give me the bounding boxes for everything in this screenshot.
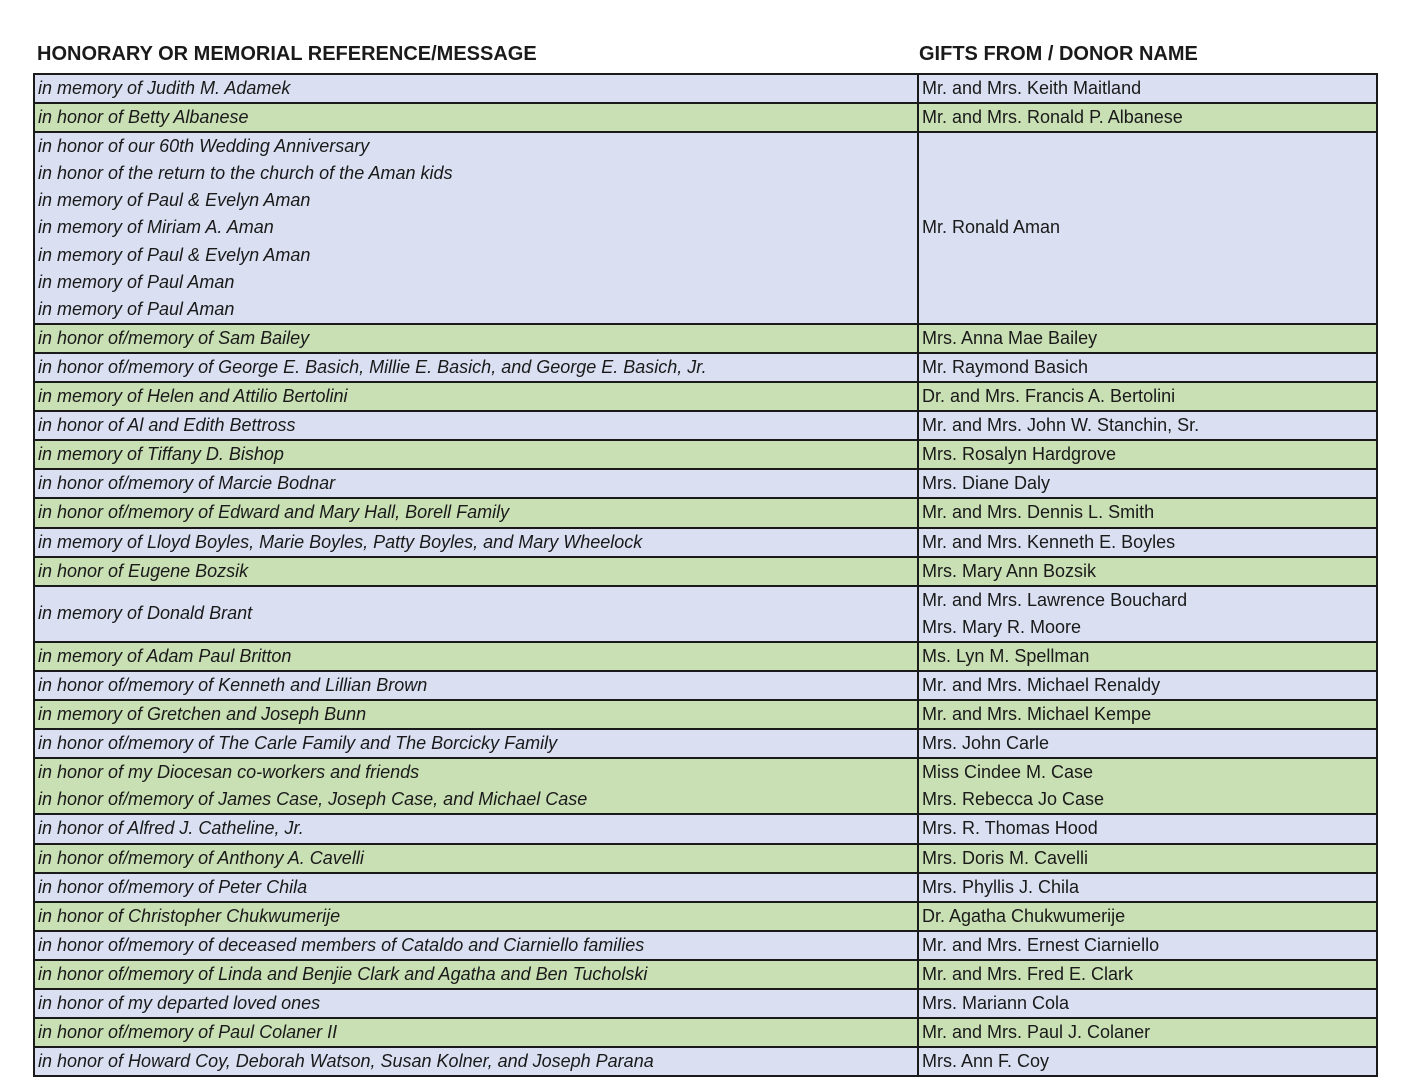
table-row (34, 989, 1377, 1018)
donor-cell (918, 729, 1377, 758)
message-cell (34, 989, 918, 1018)
table-row (34, 382, 1377, 411)
message-cell (34, 931, 918, 960)
message-cell (34, 960, 918, 989)
donor-name: Mr. and Mrs. Kenneth E. Boyles (922, 531, 1176, 552)
donor-cell (918, 814, 1377, 843)
message-text: in memory of Judith M. Adamek (38, 78, 291, 98)
message-text: in memory of Helen and Attilio Bertolini (38, 386, 348, 407)
message-text: in memory of Tiffany D. Bishop (38, 444, 284, 465)
donor-name: Mrs. Diane Daly (922, 473, 1051, 494)
message-text: in honor of/memory of Sam Bailey (38, 327, 310, 348)
message-text: in memory of Paul & Evelyn Aman (38, 190, 311, 211)
table-row (34, 729, 1377, 758)
table-row (34, 557, 1377, 586)
donor-cell (918, 989, 1377, 1018)
donor-name: Mrs. Mary R. Moore (922, 616, 1082, 637)
donor-cell (918, 1047, 1377, 1076)
table-row (34, 931, 1377, 960)
table-row (34, 132, 1377, 324)
donor-name: Mr. and Mrs. John W. Stanchin, Sr. (922, 415, 1200, 436)
message-text: in memory of Adam Paul Britton (38, 645, 292, 666)
donor-cell (918, 931, 1377, 960)
message-cell (34, 844, 918, 873)
table-row (34, 902, 1377, 931)
message-cell (34, 1047, 918, 1076)
table-row (34, 1047, 1377, 1076)
donor-name: Mrs. Ann F. Coy (922, 1051, 1050, 1072)
message-cell (34, 758, 918, 814)
table-row (34, 469, 1377, 498)
donor-cell (918, 528, 1377, 557)
message-text: in honor of/memory of Paul Colaner II (38, 1022, 338, 1043)
donor-cell (918, 103, 1377, 132)
donor-cell (918, 74, 1377, 103)
donor-cell (918, 469, 1377, 498)
message-text: in honor of Al and Edith Bettross (38, 415, 296, 436)
table-row (34, 671, 1377, 700)
donor-name: Mrs. Rebecca Jo Case (922, 789, 1105, 810)
donor-name: Mr. and Mrs. Ernest Ciarniello (922, 934, 1160, 955)
message-text: in memory of Miriam A. Aman (38, 217, 274, 238)
message-cell (34, 586, 918, 642)
donor-cell (918, 902, 1377, 931)
donor-name: Mr. Raymond Basich (922, 356, 1089, 377)
message-cell (34, 353, 918, 382)
table-row (34, 353, 1377, 382)
message-cell (34, 642, 918, 671)
donor-cell (918, 873, 1377, 902)
donor-name: Mr. and Mrs. Paul J. Colaner (922, 1022, 1151, 1043)
message-cell (34, 498, 918, 527)
donor-name: Mr. and Mrs. Ronald P. Albanese (922, 107, 1183, 128)
message-cell (34, 74, 918, 103)
message-cell (34, 729, 918, 758)
donor-name: Mr. and Mrs. Dennis L. Smith (922, 502, 1155, 523)
message-text: in memory of Donald Brant (38, 603, 253, 624)
table-row (34, 74, 1377, 103)
message-text: in honor of Howard Coy, Deborah Watson, Susan Kolner, and Joseph Parana (38, 1051, 654, 1072)
donor-name: Mr. Ronald Aman (922, 217, 1061, 238)
message-text: in honor of my Diocesan co-workers and friends (38, 762, 420, 783)
table-row (34, 814, 1377, 843)
table-row (34, 528, 1377, 557)
message-cell (34, 469, 918, 498)
donor-name: Mrs. Mary Ann Bozsik (922, 560, 1097, 581)
message-text: in memory of Paul Aman (38, 298, 235, 319)
donor-name: Mr. and Mrs. Michael Renaldy (922, 674, 1161, 695)
table-row (34, 586, 1377, 642)
message-text: in honor of Eugene Bozsik (38, 560, 249, 581)
donor-name: Mr. and Mrs. Keith Maitland (922, 78, 1142, 98)
message-text: in honor of Betty Albanese (38, 107, 249, 128)
message-text: in honor of/memory of deceased members of Cataldo and Ciarniello families (38, 934, 645, 955)
message-text: in honor of/memory of Linda and Benjie Clark and Agatha and Ben Tucholski (38, 963, 648, 984)
donor-name: Ms. Lyn M. Spellman (922, 645, 1090, 666)
table-row (34, 758, 1377, 814)
table-row (34, 700, 1377, 729)
message-cell (34, 671, 918, 700)
message-cell (34, 1018, 918, 1047)
table-row (34, 411, 1377, 440)
donor-name: Mrs. Phyllis J. Chila (922, 876, 1080, 897)
message-text: in honor of/memory of Peter Chila (38, 876, 308, 897)
message-cell (34, 324, 918, 353)
donor-cell (918, 324, 1377, 353)
donor-name: Mrs. R. Thomas Hood (922, 818, 1098, 839)
message-text: in memory of Paul Aman (38, 271, 235, 292)
donor-cell (918, 671, 1377, 700)
table-row (34, 324, 1377, 353)
message-text: in honor of Christopher Chukwumerije (38, 905, 341, 926)
donor-name: Mr. and Mrs. Fred E. Clark (922, 963, 1134, 984)
message-cell (34, 382, 918, 411)
donor-cell (918, 382, 1377, 411)
message-cell (34, 528, 918, 557)
message-cell (34, 103, 918, 132)
gifts-table-body (34, 74, 1377, 1076)
message-cell (34, 700, 918, 729)
table-header (34, 38, 1374, 72)
message-text: in honor of Alfred J. Catheline, Jr. (38, 818, 304, 839)
table-row (34, 844, 1377, 873)
message-text: in memory of Gretchen and Joseph Bunn (38, 704, 367, 725)
table-row (34, 103, 1377, 132)
table-row (34, 642, 1377, 671)
donor-name: Mr. and Mrs. Lawrence Bouchard (922, 589, 1188, 610)
donor-name: Mrs. John Carle (922, 733, 1050, 754)
message-cell (34, 902, 918, 931)
donor-cell (918, 758, 1377, 814)
donor-cell (918, 700, 1377, 729)
message-cell (34, 873, 918, 902)
message-text: in honor of the return to the church of the Aman kids (38, 163, 453, 184)
message-text: in honor of/memory of Kenneth and Lillian Brown (38, 674, 428, 695)
donor-name: Dr. and Mrs. Francis A. Bertolini (922, 386, 1176, 407)
message-cell (34, 132, 918, 324)
donor-column-header: GIFTS FROM / DONOR NAME (919, 43, 1198, 65)
message-text: in honor of/memory of Marcie Bodnar (38, 473, 336, 494)
message-text: in honor of our 60th Wedding Anniversary (38, 136, 370, 157)
donor-cell (918, 960, 1377, 989)
donor-name: Mrs. Anna Mae Bailey (922, 327, 1098, 348)
donor-name: Mrs. Mariann Cola (922, 993, 1070, 1013)
donor-cell (918, 440, 1377, 469)
donor-cell (918, 132, 1377, 324)
message-cell (34, 557, 918, 586)
table-row (34, 1018, 1377, 1047)
message-text: in honor of my departed loved ones (38, 993, 321, 1013)
message-cell (34, 440, 918, 469)
donor-cell (918, 844, 1377, 873)
donor-cell (918, 586, 1377, 642)
message-cell (34, 814, 918, 843)
donor-cell (918, 1018, 1377, 1047)
message-text: in honor of/memory of James Case, Joseph Case, and Michael Case (38, 789, 588, 810)
message-text: in honor of/memory of Anthony A. Cavelli (38, 847, 364, 868)
donor-name: Dr. Agatha Chukwumerije (922, 905, 1126, 926)
table-row (34, 873, 1377, 902)
message-text: in honor of/memory of George E. Basich, Millie E. Basich, and George E. Basich, Jr. (38, 356, 707, 377)
message-text: in honor of/memory of The Carle Family and The Borcicky Family (38, 733, 558, 754)
donor-cell (918, 353, 1377, 382)
donor-name: Mrs. Doris M. Cavelli (922, 847, 1089, 868)
gifts-table (33, 73, 1378, 1077)
donor-cell (918, 557, 1377, 586)
donor-cell (918, 411, 1377, 440)
message-text: in honor of/memory of Edward and Mary Hall, Borell Family (38, 502, 510, 523)
donor-cell (918, 498, 1377, 527)
donor-name: Miss Cindee M. Case (922, 762, 1094, 783)
donor-name: Mrs. Rosalyn Hardgrove (922, 444, 1117, 465)
message-text: in memory of Paul & Evelyn Aman (38, 244, 311, 265)
donor-cell (918, 642, 1377, 671)
table-row (34, 960, 1377, 989)
message-text: in memory of Lloyd Boyles, Marie Boyles, Patty Boyles, and Mary Wheelock (38, 531, 643, 552)
donor-name: Mr. and Mrs. Michael Kempe (922, 704, 1152, 725)
table-row (34, 440, 1377, 469)
message-cell (34, 411, 918, 440)
table-row (34, 498, 1377, 527)
message-column-header: HONORARY OR MEMORIAL REFERENCE/MESSAGE (37, 43, 537, 65)
